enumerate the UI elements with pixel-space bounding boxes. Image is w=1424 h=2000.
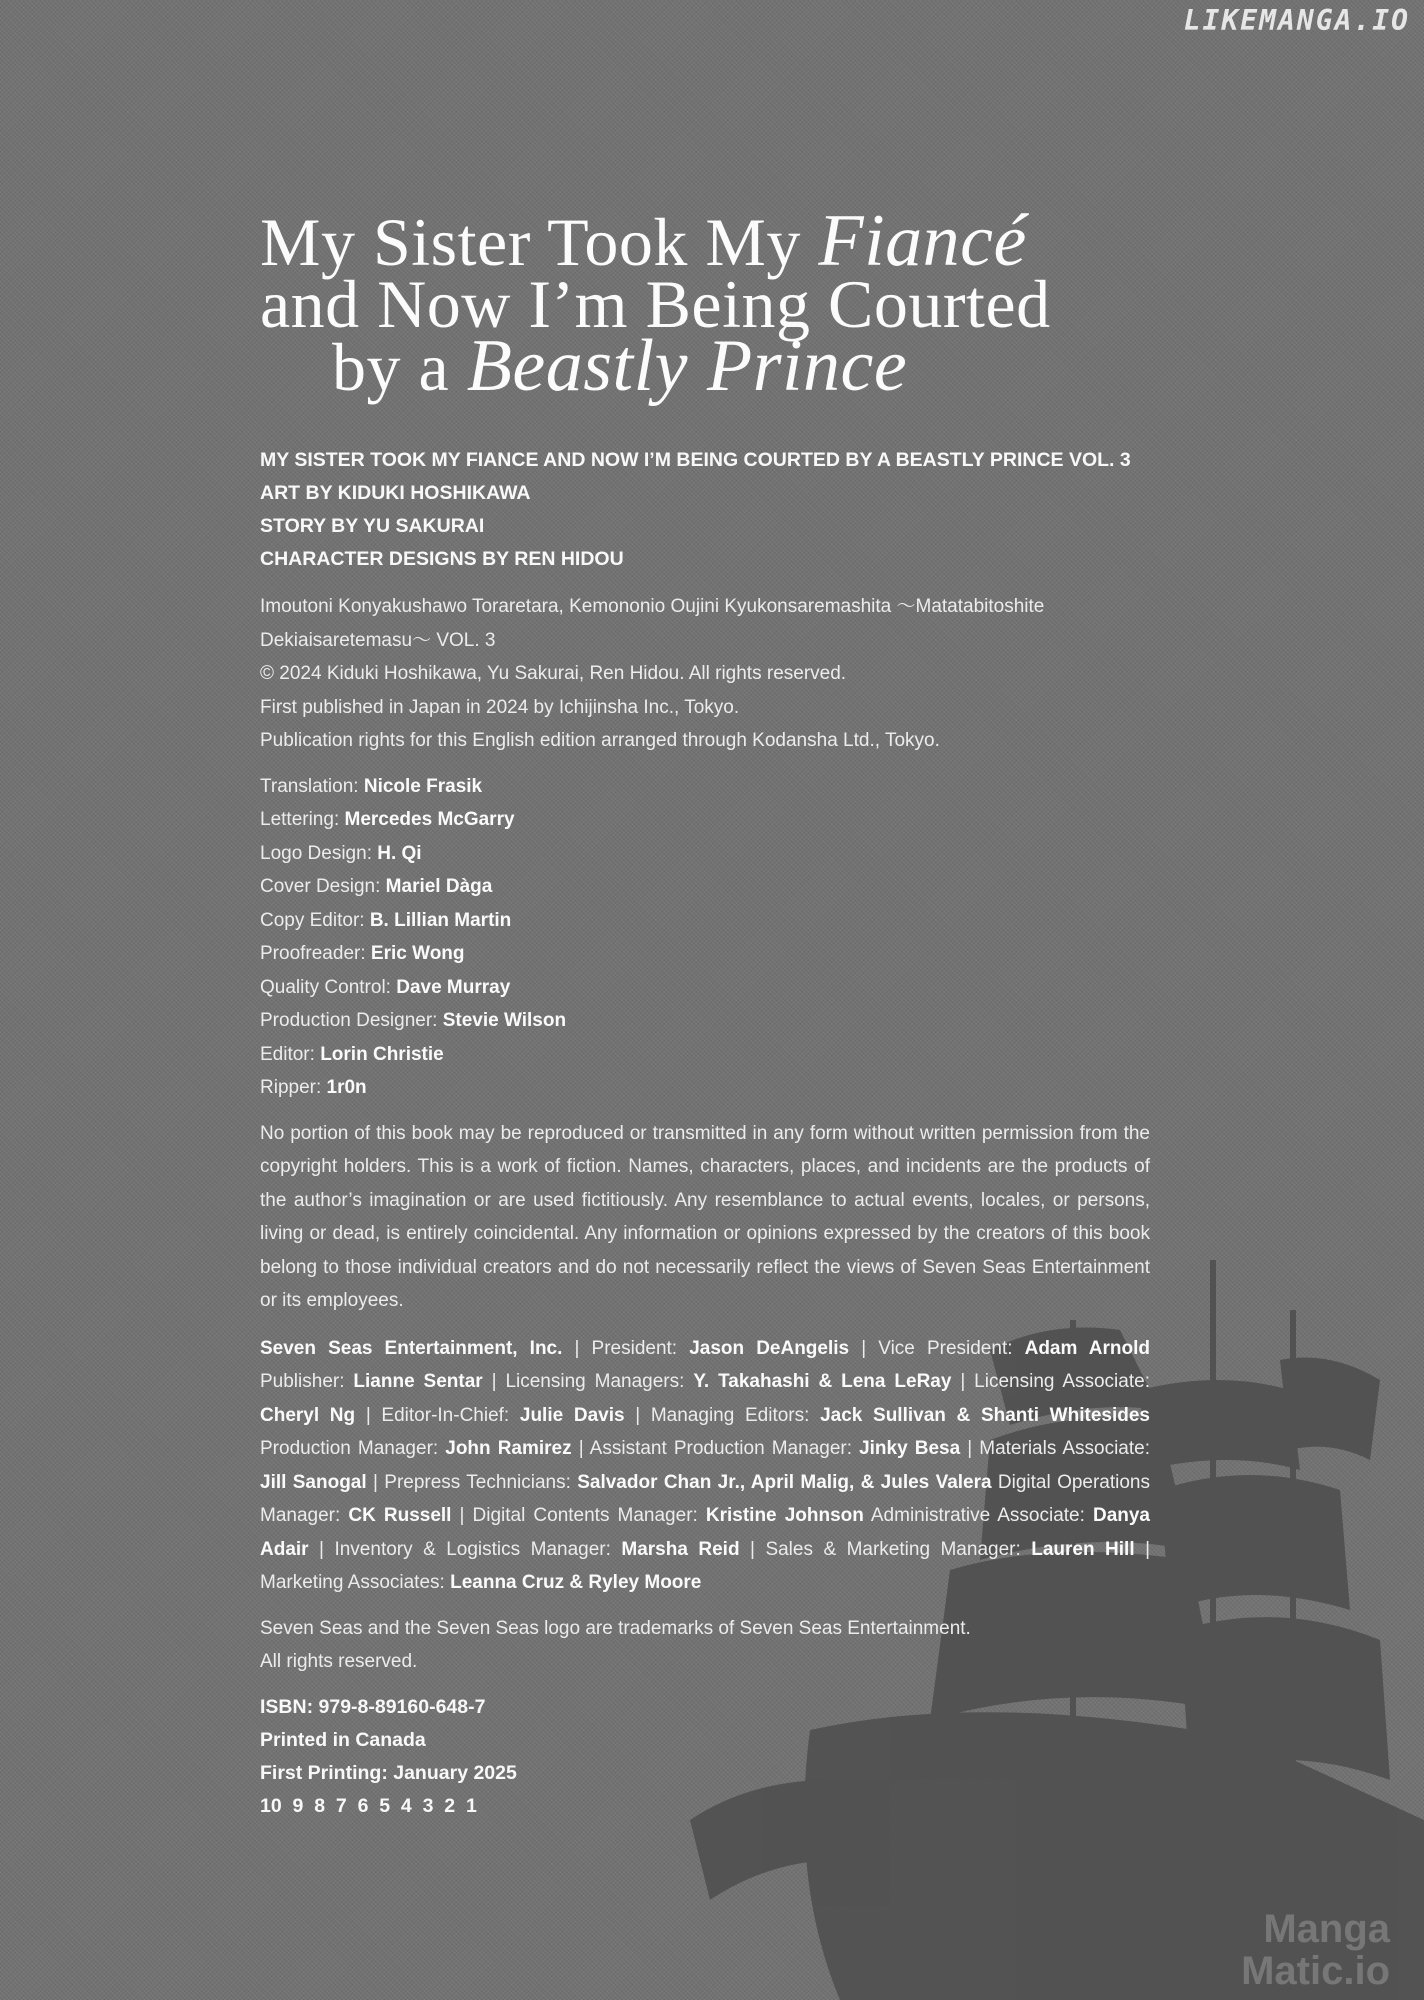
- series-title: MY SISTER TOOK MY FIANCE AND NOW I’M BEING COURTED BY A BEASTLY PRINCE VOL. 3: [260, 449, 1131, 471]
- printing-line: 10 9 8 7 6 5 4 3 2 1: [260, 1794, 477, 1817]
- credit-name: H. Qi: [377, 842, 422, 864]
- staff-name: Seven Seas Entertainment, Inc.: [260, 1337, 563, 1359]
- legal-notice: No portion of this book may be reproduced or transmitted in any form without written permission from the copyright holders. This is a work of fiction. Names, characters, places, and incidents are the products of the author’s imagination or are used fictitiously. Any resemblance to actual events, locales, or persons, living or dead, is entirely coincidental. Any information or opinions expressed by the creators of this book belong to those individual creators and do not necessarily reflect the views of Seven Seas Entertainment or its employees.: [260, 1122, 1150, 1311]
- staff-name: Jason DeAngelis: [689, 1337, 850, 1359]
- credit-role: Ripper:: [260, 1077, 327, 1098]
- credit-role: Logo Design:: [260, 842, 378, 864]
- credit-name: Dave Murray: [396, 976, 511, 998]
- credit-role: Production Designer:: [260, 1010, 443, 1031]
- credit-name: Stevie Wilson: [442, 1010, 567, 1031]
- corner-watermark-line: Matic.io: [1241, 1949, 1390, 1993]
- logo-script-text: Fiancé: [818, 200, 1027, 282]
- staff-role: Digital Operations Manager:: [260, 1471, 1151, 1526]
- credit-line: [260, 1004, 1150, 1038]
- staff-role: | Managing Editors:: [624, 1404, 821, 1426]
- staff-role: | Sales & Marketing Manager:: [739, 1538, 1032, 1560]
- staff-name: Lauren Hill: [1031, 1538, 1135, 1560]
- credit-name: 1r0n: [326, 1077, 367, 1098]
- staff-role: | Editor-In-Chief:: [355, 1404, 520, 1426]
- staff-name: Jinky Besa: [859, 1438, 961, 1459]
- credit-role: Proofreader:: [260, 943, 371, 964]
- staff-name: Adam Arnold: [1024, 1337, 1151, 1359]
- story-credit: STORY BY YU SAKURAI: [260, 515, 485, 537]
- credit-name: Lorin Christie: [320, 1043, 444, 1065]
- staff-name: John Ramirez: [445, 1438, 572, 1459]
- publication-rights: Publication rights for this English edition arranged through Kodansha Ltd., Tokyo.: [260, 730, 940, 751]
- credit-role: Lettering:: [260, 809, 345, 830]
- credit-role: Copy Editor:: [260, 909, 370, 931]
- copyright-notice: © 2024 Kiduki Hoshikawa, Yu Sakurai, Ren Hidou. All rights reserved.: [260, 663, 847, 684]
- staff-credits: [260, 770, 1150, 1105]
- credit-line: [260, 803, 1150, 837]
- corner-watermark-line: Manga: [1263, 1907, 1390, 1951]
- credit-name: Mariel Dàga: [385, 876, 493, 897]
- original-title-cont: Dekiaisaretemasu～ VOL. 3: [260, 629, 496, 651]
- staff-role: | Digital Contents Manager:: [451, 1505, 706, 1526]
- first-printing: First Printing: January 2025: [260, 1761, 517, 1784]
- isbn: ISBN: 979-8-89160-648-7: [260, 1695, 486, 1718]
- logo-text: by a: [332, 329, 467, 405]
- staff-name: Lianne Sentar: [353, 1371, 483, 1392]
- logo-line-3: [260, 325, 1150, 407]
- original-publication: [260, 590, 1150, 758]
- logo-line-1: [260, 200, 1150, 282]
- site-watermark: LIKEMANGA.IO: [1183, 4, 1410, 37]
- staff-role: | Marketing Associates:: [260, 1538, 1151, 1593]
- staff-role: | President:: [562, 1337, 690, 1359]
- copyright-page: [260, 200, 1151, 1823]
- staff-name: Salvador Chan Jr., April Malig, & Jules Valera: [577, 1471, 992, 1493]
- staff-name: Jill Sanogal: [260, 1471, 367, 1493]
- staff-name: Y. Takahashi & Lena LeRay: [693, 1371, 952, 1392]
- credit-line: [260, 904, 1150, 938]
- staff-name: Leanna Cruz & Ryley Moore: [450, 1572, 702, 1593]
- staff-name: CK Russell: [348, 1505, 452, 1526]
- credit-name: Nicole Frasik: [363, 775, 483, 797]
- staff-role: Publisher:: [260, 1371, 354, 1392]
- staff-name: Danya Adair: [260, 1505, 1150, 1560]
- credit-line: [260, 837, 1150, 871]
- credit-name: Eric Wong: [370, 943, 465, 964]
- staff-role: | Licensing Associate:: [951, 1371, 1150, 1392]
- first-published: First published in Japan in 2024 by Ichijinsha Inc., Tokyo.: [260, 696, 740, 718]
- character-design-credit: CHARACTER DESIGNS BY REN HIDOU: [260, 548, 624, 570]
- staff-role: Administrative Associate:: [863, 1505, 1093, 1526]
- credit-line: [260, 971, 1150, 1005]
- credit-role: Cover Design:: [260, 876, 386, 897]
- credit-role: Editor:: [260, 1043, 321, 1065]
- credit-line: [260, 1071, 1150, 1105]
- staff-name: Cheryl Ng: [260, 1404, 356, 1426]
- credit-line: [260, 770, 1150, 804]
- company-staff: [260, 1332, 1150, 1600]
- trademark-notice: [260, 1612, 1150, 1679]
- staff-name: Julie Davis: [519, 1404, 625, 1426]
- credit-name: B. Lillian Martin: [369, 909, 512, 931]
- staff-role: | Inventory & Logistics Manager:: [308, 1538, 622, 1560]
- staff-role: | Licensing Managers:: [482, 1371, 694, 1392]
- rights-line: All rights reserved.: [260, 1651, 418, 1672]
- staff-name: Marsha Reid: [621, 1538, 740, 1560]
- credit-role: Translation:: [260, 775, 364, 797]
- printed-in: Printed in Canada: [260, 1728, 426, 1751]
- staff-name: Jack Sullivan & Shanti Whitesides: [820, 1404, 1150, 1426]
- title-logo: [260, 200, 1150, 407]
- title-credits: [260, 444, 1150, 576]
- trademark-line: Seven Seas and the Seven Seas logo are trademarks of Seven Seas Entertainment.: [260, 1617, 971, 1639]
- credit-name: Mercedes McGarry: [344, 809, 515, 830]
- printing-info: [260, 1691, 1150, 1823]
- staff-role: Production Manager:: [260, 1438, 446, 1459]
- logo-script-text: Beastly Prince: [466, 325, 908, 407]
- original-title: Imoutoni Konyakushawo Toraretara, Kemononio Oujini Kyukonsaremashita ～Matatabitoshite: [260, 596, 1045, 617]
- staff-role: | Prepress Technicians:: [366, 1471, 578, 1493]
- logo-text: My Sister Took My: [260, 204, 819, 280]
- staff-role: | Assistant Production Manager:: [571, 1438, 860, 1459]
- corner-watermark: [1241, 1908, 1390, 1992]
- art-credit: ART BY KIDUKI HOSHIKAWA: [260, 482, 531, 504]
- credit-line: [260, 1038, 1150, 1072]
- credit-role: Quality Control:: [260, 976, 397, 998]
- staff-role: | Vice President:: [849, 1337, 1025, 1359]
- credit-line: [260, 870, 1150, 904]
- staff-role: | Materials Associate:: [960, 1438, 1151, 1459]
- logo-line-2: and Now I’m Being Courted: [260, 266, 1051, 342]
- staff-name: Kristine Johnson: [705, 1505, 864, 1526]
- credit-line: [260, 937, 1150, 971]
